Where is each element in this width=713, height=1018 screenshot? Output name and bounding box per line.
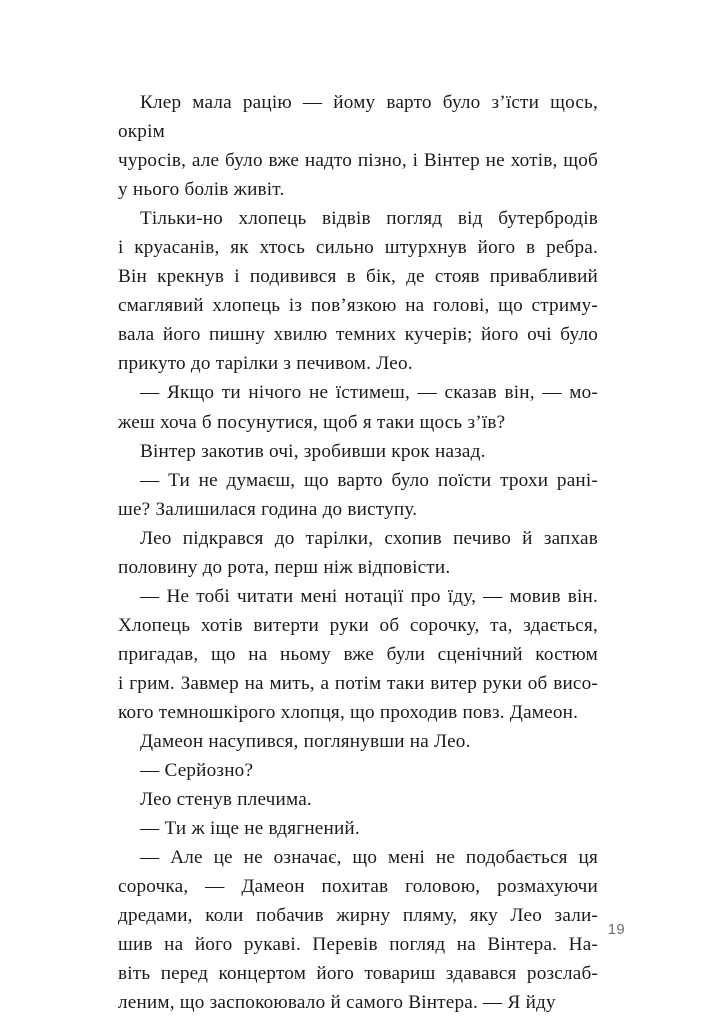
text-line: і круасанів, як хтось сильно штурхнув його в ребра. [118, 237, 598, 259]
text-line: Тільки-но хлопець відвів погляд від бутербродів [140, 208, 598, 230]
text-line: кого темношкірого хлопця, що проходив повз. Дамеон. [118, 701, 579, 723]
paragraph [118, 785, 598, 814]
text-line: Лео підкрався до тарілки, схопив печиво й запхав [140, 527, 598, 549]
text-line: леним, що заспокоювало й самого Вінтера. — Я йду [118, 992, 556, 1014]
text-line: половину до рота, перш ніж відповісти. [118, 556, 451, 578]
paragraph [118, 378, 598, 436]
text-line: пригадав, що на ньому вже були сценічний костюм [118, 643, 598, 665]
text-line: шив на його рукаві. Перевів погляд на Вінтера. На- [118, 934, 598, 956]
text-line: — Серйозно? [140, 760, 254, 782]
text-line: Хлопець хотів витерти руки об сорочку, та, здається, [118, 614, 598, 636]
text-line: смаглявий хлопець із пов’язкою на голові, що стриму- [118, 295, 598, 317]
text-line: — Не тобі читати мені нотації про їду, — мовив він. [140, 585, 598, 607]
paragraph [118, 582, 598, 727]
text-line: дредами, коли побачив жирну пляму, яку Лео зали- [118, 905, 598, 927]
text-line: Він крекнув і подивився в бік, де стояв привабливий [118, 266, 598, 288]
text-line: — Ти не думаєш, що варто було поїсти трохи рані- [140, 469, 598, 491]
paragraph [118, 727, 598, 756]
paragraph [118, 756, 598, 785]
text-line: — Якщо ти нічого не їстимеш, — сказав він, — мо- [140, 382, 598, 404]
text-line: Лео стенув плечима. [140, 789, 312, 811]
paragraph [118, 524, 598, 582]
paragraph [118, 843, 598, 1017]
text-line: віть перед концертом його товариш здавався розслаб- [118, 963, 598, 985]
text-line: — Але це не означає, що мені не подобається ця [140, 847, 598, 869]
text-line: — Ти ж іще не вдягнений. [140, 818, 360, 840]
page-text-block [118, 88, 604, 1018]
text-line: жеш хоча б посунутися, щоб я таки щось з’їв? [118, 411, 506, 433]
paragraph [118, 437, 598, 466]
text-line: прикуто до тарілки з печивом. Лео. [118, 353, 413, 375]
page-number: 19 [607, 921, 625, 938]
text-line: Вінтер закотив очі, зробивши крок назад. [140, 440, 486, 462]
paragraph [118, 204, 598, 378]
text-line: Дамеон насупився, поглянувши на Лео. [140, 731, 471, 753]
paragraph [118, 88, 604, 204]
text-line: ше? Залишилася година до виступу. [118, 498, 418, 520]
text-line: вала його пишну хвилю темних кучерів; його очі було [118, 324, 598, 346]
paragraph [118, 466, 598, 524]
text-line: сорочка, — Дамеон похитав головою, розмахуючи [118, 876, 598, 898]
text-line: і грим. Завмер на мить, а потім таки витер руки об висо- [118, 672, 598, 694]
text-line: у нього болів живіт. [118, 179, 285, 201]
text-line: Клер мала рацію — йому варто було з’їсти щось, окрім [118, 92, 604, 143]
paragraph [118, 814, 598, 843]
text-line: чуросів, але було вже надто пізно, і Вінтер не хотів, щоб [118, 150, 598, 172]
